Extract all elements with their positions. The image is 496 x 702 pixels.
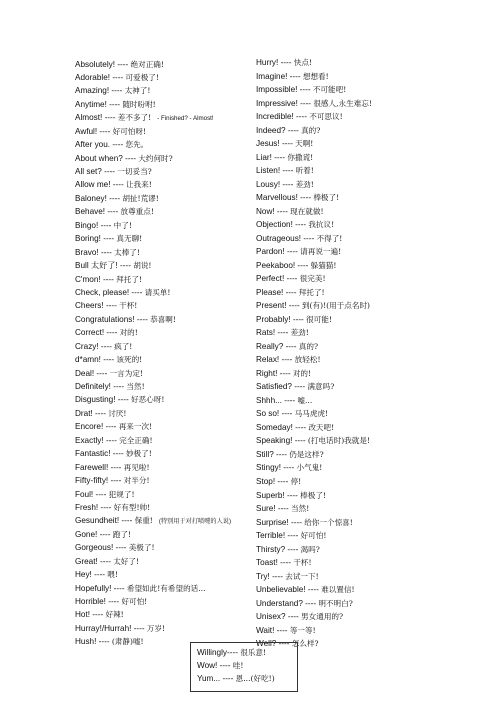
phrase-chinese: 棒极了!	[300, 490, 326, 500]
phrase-chinese: 不可思议!	[309, 112, 343, 122]
phrase-chinese: 再见啦!	[123, 462, 150, 472]
phrase-line	[75, 340, 255, 353]
phrase-english: Adorable! ----	[75, 72, 126, 82]
phrase-line	[256, 70, 486, 84]
phrase-line	[75, 474, 255, 487]
phrase-english: Definitely! ----	[75, 382, 127, 391]
phrase-english: Understand? ----	[256, 598, 319, 608]
phrase-chinese: 完全正确!	[119, 435, 153, 445]
phrase-chinese: 很乐意!	[240, 648, 267, 657]
phrase-chinese: 干杯!	[293, 558, 312, 568]
phrase-line	[256, 502, 486, 516]
phrase-line	[75, 528, 255, 541]
phrase-line	[75, 622, 255, 635]
phrase-line	[256, 556, 486, 570]
phrase-chinese: 您先。	[125, 140, 149, 150]
phrase-chinese: 差劲!	[290, 328, 309, 338]
phrase-chinese: 好有型!帅!	[113, 502, 151, 512]
phrase-chinese: 天啊!	[295, 139, 314, 149]
phrase-chinese: 对半分!	[123, 476, 150, 486]
phrase-chinese: 再来一次!	[118, 422, 153, 432]
phrase-english: Hush! ----	[75, 637, 112, 647]
phrase-line	[75, 541, 255, 554]
phrase-chinese: 小气鬼!	[296, 463, 323, 473]
phrase-line	[256, 448, 486, 462]
phrase-line	[75, 393, 255, 406]
phrase-english: Fantastic! ----	[75, 449, 126, 459]
phrase-english: Surprise! ----	[256, 517, 305, 527]
phrase-english: Fifty-fifty! ----	[75, 476, 124, 486]
phrase-english: Hot! ----	[75, 610, 106, 620]
phrase-chinese: 躲猫猫!	[310, 260, 337, 270]
phrase-line	[75, 84, 255, 97]
phrase-english: Baloney! ----	[75, 193, 123, 203]
phrase-english: Relax! ----	[256, 355, 295, 365]
phrase-line	[75, 313, 255, 326]
phrase-chinese: 改天吧!	[308, 422, 335, 432]
phrase-chinese: 快点!	[293, 58, 312, 67]
phrase-chinese: 很可能!	[306, 314, 332, 324]
phrase-note: - Finished? - Almost!	[157, 115, 214, 123]
phrase-chinese: 差劲!	[295, 179, 314, 189]
phrase-chinese: 胡扯!荒谬!	[122, 193, 159, 203]
phrase-english: Marvellous! ----	[256, 193, 314, 203]
phrase-chinese: 干杯!	[119, 301, 138, 311]
phrase-chinese: 美极了!	[128, 543, 155, 553]
left-column	[75, 58, 255, 649]
phrase-chinese: 跑了!	[112, 529, 132, 539]
phrase-english: Now! ----	[256, 206, 291, 216]
phrase-line	[75, 326, 255, 339]
phrase-english: Hurray!/Hurrah! ----	[75, 623, 147, 633]
phrase-english: Terrible! ----	[256, 531, 301, 541]
phrase-english: Farewell! ----	[75, 462, 124, 472]
phrase-line	[256, 380, 486, 394]
phrase-line	[75, 246, 255, 259]
phrase-line	[75, 125, 255, 138]
phrase-english: Try! ----	[256, 571, 286, 581]
phrase-line	[256, 475, 486, 489]
phrase-chinese: 渴吗?	[300, 544, 320, 554]
phrase-english: Bull 太好了! ----	[75, 261, 134, 271]
phrase-chinese: 难以置信!	[321, 585, 355, 595]
phrase-english: Really? ----	[256, 341, 299, 351]
phrase-english: Speaking! ----	[256, 436, 308, 446]
phrase-english: Present! ----	[256, 301, 302, 311]
phrase-english: Willingly----	[197, 648, 241, 657]
phrase-english: Congratulations! ----	[75, 314, 151, 324]
phrase-english: C'mon! ----	[75, 274, 117, 284]
phrase-line	[75, 192, 255, 205]
phrase-line	[256, 178, 486, 192]
phrase-english: Outrageous! ----	[256, 233, 317, 243]
phrase-english: Horrible! ----	[75, 597, 122, 606]
phrase-english: Hurry! ----	[256, 58, 294, 67]
phrase-line	[75, 205, 255, 218]
phrase-english: Check, please! ----	[75, 287, 145, 297]
phrase-line	[256, 83, 486, 97]
phrase-line	[75, 111, 255, 124]
phrase-chinese: 嘘...	[297, 395, 313, 405]
phrase-chinese: 好可怕!	[300, 531, 327, 541]
phrase-line	[256, 326, 486, 340]
phrase-line	[75, 568, 255, 581]
phrase-line	[256, 218, 486, 232]
phrase-chinese: 满意吗?	[307, 382, 335, 392]
phrase-english: Foul! ----	[75, 489, 109, 499]
phrase-line	[256, 340, 486, 354]
phrase-chinese: 疯了!	[114, 341, 133, 351]
phrase-english: Wait! ----	[256, 625, 290, 635]
right-column	[256, 56, 486, 651]
phrase-chinese: 妙极了!	[125, 449, 152, 459]
phrase-line	[256, 543, 486, 557]
phrase-english: Impossible! ----	[256, 85, 313, 95]
phrase-line	[75, 259, 255, 272]
phrase-chinese: 一切妥当?	[117, 167, 152, 176]
phrase-chinese: 喂!	[107, 570, 118, 580]
phrase-english: Superb! ----	[256, 490, 301, 500]
phrase-line	[75, 380, 255, 393]
phrase-line	[256, 286, 486, 300]
phrase-chinese: 很感人,永生难忘!	[313, 98, 372, 108]
phrase-line	[256, 164, 486, 178]
phrase-english: After you. ----	[75, 140, 126, 150]
phrase-chinese: (打电话时)我就是!	[307, 436, 371, 446]
phrase-chinese: 该死的!	[116, 355, 143, 365]
phrase-line	[75, 353, 255, 366]
phrase-chinese: 太棒了!	[114, 247, 140, 257]
phrase-line	[256, 434, 486, 448]
phrase-english: Behave! ----	[75, 207, 121, 217]
phrase-chinese: 当然!	[126, 382, 145, 391]
phrase-chinese: 一言为定!	[109, 368, 144, 378]
phrase-chinese: 到(有)!(用于点名时)	[301, 301, 371, 311]
phrase-english: Bravo! ----	[75, 247, 115, 257]
phrase-line	[256, 191, 486, 205]
phrase-line	[75, 71, 255, 84]
phrase-chinese: 放轻松!	[294, 355, 321, 365]
phrase-english: Hopefully! ----	[75, 583, 127, 593]
phrase-english: Allow me! ----	[75, 180, 126, 190]
phrase-line	[256, 299, 486, 313]
phrase-chinese: 请买单!	[144, 287, 171, 297]
phrase-line	[256, 97, 486, 111]
phrase-english: Thirsty? ----	[256, 544, 301, 554]
phrase-line	[197, 659, 297, 672]
phrase-english: Pardon! ----	[256, 247, 301, 257]
phrase-chinese: 仍是这样?	[289, 449, 324, 459]
phrase-line	[75, 447, 255, 460]
phrase-line	[75, 98, 255, 111]
phrase-line	[256, 353, 486, 367]
phrase-line	[75, 555, 255, 568]
phrase-english: Sure! ----	[256, 504, 292, 514]
phrase-chinese: 你撒谎!	[287, 152, 314, 162]
phrase-line	[256, 205, 486, 219]
phrase-english: Shhh... ----	[256, 395, 298, 405]
phrase-line	[256, 570, 486, 584]
phrase-chinese: 随时吩咐!	[122, 99, 156, 109]
phrase-english: Toast! ----	[256, 558, 294, 568]
phrase-line	[256, 272, 486, 286]
phrase-english: d*amn! ----	[75, 355, 117, 365]
phrase-chinese: 等一等!	[289, 625, 316, 635]
phrase-chinese: 请再说一遍!	[300, 247, 342, 257]
phrase-line	[256, 232, 486, 246]
phrase-english: Bingo! ----	[75, 220, 114, 230]
phrase-english: Boring! ----	[75, 234, 117, 244]
phrase-english: Yum... ----	[197, 674, 236, 683]
phrase-line	[75, 488, 255, 501]
phrase-chinese: 给你一个惊喜!	[304, 517, 353, 527]
phrase-line	[75, 152, 255, 165]
phrase-line	[75, 232, 255, 245]
phrase-english: Awful! ----	[75, 126, 113, 136]
phrase-chinese: 真无聊!	[116, 234, 143, 244]
phrase-english: Gorgeous! ----	[75, 543, 129, 553]
phrase-chinese: 拜托了!	[298, 287, 325, 297]
phrase-english: Absolutely! ----	[75, 59, 131, 69]
phrase-chinese: 不得了!	[316, 233, 343, 243]
phrase-english: Satisfied? ----	[256, 382, 308, 392]
phrase-line	[75, 420, 255, 433]
phrase-note: (特别用于对打喷嚏的人说)	[158, 518, 232, 526]
phrase-line	[256, 421, 486, 435]
phrase-line	[256, 610, 486, 624]
phrase-line	[75, 58, 255, 71]
phrase-line	[256, 489, 486, 503]
phrase-english: Impressive! ----	[256, 98, 314, 108]
phrase-line	[75, 434, 255, 447]
phrase-chinese: 拜托了!	[116, 274, 142, 284]
phrase-english: Almost! ----	[75, 113, 118, 123]
phrase-chinese: 让我来!	[125, 180, 152, 190]
phrase-english: Hey! ----	[75, 570, 108, 580]
phrase-chinese: 好恶心呀!	[130, 395, 165, 405]
phrase-chinese: 棒极了!	[313, 193, 340, 203]
phrase-chinese: 保重!	[134, 516, 153, 526]
phrase-english: Indeed? ----	[256, 125, 302, 135]
phrase-english: Deal! ----	[75, 368, 110, 378]
phrase-english: Probably! ----	[256, 314, 307, 324]
phrase-english: Jesus! ----	[256, 139, 296, 149]
phrase-chinese: 现在就做!	[290, 206, 324, 216]
phrase-chinese: 真的?	[298, 341, 319, 351]
phrase-line	[256, 137, 486, 151]
phrase-english: Cheers! ----	[75, 301, 120, 311]
phrase-english: Peekaboo! ----	[256, 260, 311, 270]
phrase-line	[75, 407, 255, 420]
phrase-chinese: 放尊重点!	[120, 207, 154, 217]
phrase-line	[75, 165, 255, 178]
phrase-english: Objection! ----	[256, 220, 309, 230]
phrase-line	[75, 461, 255, 474]
phrase-line	[75, 501, 255, 514]
phrase-english: Please! ----	[256, 287, 299, 297]
phrase-line	[75, 367, 255, 380]
phrase-english: Anytime! ----	[75, 99, 123, 109]
phrase-english: Right! ----	[256, 368, 293, 378]
phrase-line	[75, 286, 255, 299]
phrase-chinese: 怎么样?	[291, 639, 319, 649]
phrase-english: Correct! ----	[75, 328, 120, 338]
phrase-english: Incredible! ----	[256, 112, 310, 122]
phrase-english: All set? ----	[75, 167, 118, 176]
phrase-line	[75, 582, 255, 595]
phrase-line	[256, 407, 486, 421]
phrase-chinese: 我抗议!	[308, 220, 335, 230]
phrase-english: Well? ----	[256, 639, 292, 649]
phrase-chinese: 犯规了!	[108, 489, 135, 499]
phrase-chinese: 好辣!	[105, 610, 124, 620]
phrase-line	[75, 595, 255, 608]
phrase-line	[256, 529, 486, 543]
phrase-english: Disgusting! ----	[75, 395, 131, 405]
phrase-english: Crazy! ----	[75, 341, 115, 351]
phrase-chinese: 万岁!	[146, 623, 166, 633]
phrase-english: Great! ----	[75, 556, 114, 566]
phrase-line	[256, 624, 486, 638]
phrase-chinese: 大约何时?	[138, 153, 173, 163]
phrase-chinese: 对的!	[119, 328, 138, 338]
phrase-line	[75, 138, 255, 151]
phrase-line	[256, 394, 486, 408]
phrase-chinese: 恭喜啊!	[150, 314, 176, 324]
phrase-english: Listen! ----	[256, 166, 296, 176]
phrase-line	[256, 583, 486, 597]
phrase-line	[197, 672, 297, 685]
phrase-line	[256, 367, 486, 381]
phrase-line	[197, 646, 297, 659]
phrase-chinese: 希望如此!有希望的话...	[126, 583, 206, 593]
phrase-chinese: 去试一下!	[285, 571, 319, 581]
phrase-line	[75, 273, 255, 286]
phrase-english: Stop! ----	[256, 476, 291, 486]
phrase-chinese: 好可怕呀!	[112, 126, 147, 136]
phrase-english: Liar! ----	[256, 152, 288, 162]
phrase-chinese: 差不多了!	[117, 113, 152, 123]
boxed-phrases	[190, 642, 298, 692]
phrase-chinese: 不可能吧!	[312, 85, 347, 95]
phrase-chinese: 明不明白?	[318, 598, 353, 608]
phrase-english: Still? ----	[256, 449, 290, 459]
phrase-english: Amazing! ----	[75, 86, 125, 96]
phrase-line	[256, 124, 486, 138]
phrase-line	[256, 313, 486, 327]
phrase-chinese: (肃静)嘘!	[111, 637, 144, 647]
phrase-english: Imagine! ----	[256, 71, 303, 81]
phrase-line	[75, 299, 255, 312]
phrase-chinese: 对的!	[292, 368, 312, 378]
phrase-chinese: 当然!	[291, 504, 310, 514]
phrase-line	[75, 514, 255, 527]
phrase-english: Unisex? ----	[256, 612, 302, 622]
phrase-chinese: 好可怕!	[121, 597, 148, 606]
phrase-chinese: 男女通用的?	[301, 612, 344, 622]
phrase-chinese: 胡说!	[133, 261, 152, 271]
phrase-chinese: 中了!	[113, 220, 132, 230]
phrase-line	[256, 597, 486, 611]
phrase-english: Lousy! ----	[256, 179, 296, 189]
phrase-line	[256, 461, 486, 475]
phrase-english: Unbelievable! ----	[256, 585, 322, 595]
phrase-english: Encore! ----	[75, 422, 119, 432]
phrase-english: Drat! ----	[75, 408, 109, 418]
phrase-english: Gone! ----	[75, 529, 113, 539]
phrase-english: Exactly! ----	[75, 435, 120, 445]
phrase-line	[256, 151, 486, 165]
phrase-chinese: 想想看!	[302, 71, 329, 81]
phrase-line	[75, 219, 255, 232]
phrase-chinese: 太神了!	[124, 86, 151, 96]
phrase-line	[256, 245, 486, 259]
phrase-chinese: 真的?	[301, 125, 321, 135]
phrase-chinese: 哇!	[232, 661, 244, 670]
phrase-chinese: 讨厌!	[108, 408, 127, 418]
phrase-chinese: 绝对正确!	[130, 59, 164, 69]
phrase-chinese: 太好了!	[113, 556, 140, 566]
phrase-english: Stingy! ----	[256, 463, 297, 473]
phrase-english: Gesundheit! ----	[75, 516, 135, 526]
phrase-line	[256, 110, 486, 124]
phrase-english: Fresh! ----	[75, 502, 114, 512]
phrase-chinese: 停!	[290, 476, 302, 486]
phrase-chinese: 很完美!	[299, 274, 326, 284]
phrase-english: Perfect! ----	[256, 274, 300, 284]
phrase-english: About when? ----	[75, 153, 139, 163]
phrase-english: Rats! ----	[256, 328, 291, 338]
phrase-chinese: 马马虎虎!	[294, 409, 329, 419]
phrase-english: Someday! ----	[256, 422, 309, 432]
phrase-line	[75, 608, 255, 621]
phrase-line	[256, 516, 486, 530]
phrase-line	[256, 56, 486, 70]
phrase-chinese: 听着!	[295, 166, 314, 176]
phrase-english: Wow! ----	[197, 661, 233, 670]
phrase-chinese: 恩...(好吃!)	[235, 674, 275, 683]
phrase-chinese: 可爱极了!	[125, 72, 159, 82]
phrase-english: So so! ----	[256, 409, 295, 419]
phrase-line	[75, 178, 255, 191]
phrase-line	[256, 259, 486, 273]
